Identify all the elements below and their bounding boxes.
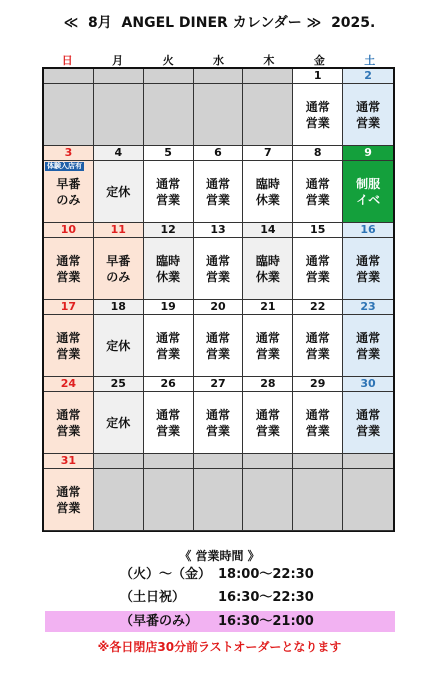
day-status: 通常 営業 [343, 84, 393, 146]
hours-holiday-time: 16:30～22:30 [218, 590, 314, 605]
day-number [194, 69, 244, 84]
day-number [194, 454, 244, 469]
day-status: 通常 営業 [293, 315, 343, 377]
day-status: 通常 営業 [194, 392, 244, 454]
day-number: 25 [94, 377, 144, 392]
day-status: 臨時 休業 [243, 238, 293, 300]
day-status [243, 84, 293, 146]
calendar-title: ≪ 8月 ANGEL DINER カレンダー ≫ 2025. [63, 15, 376, 31]
day-status [94, 469, 144, 531]
day-number: 16 [343, 223, 393, 238]
day-number: 2 [343, 69, 393, 84]
day-number: 11 [94, 223, 144, 238]
day-status: 早番 のみ [94, 238, 144, 300]
day-status: 通常 営業 [293, 84, 343, 146]
weekday-fri: 金 [313, 54, 325, 67]
day-status [44, 84, 94, 146]
day-number: 30 [343, 377, 393, 392]
day-number: 3 [44, 146, 94, 161]
day-number: 9 [343, 146, 393, 161]
weekday-sun: 日 [61, 54, 73, 67]
day-status [144, 469, 194, 531]
day-status [144, 84, 194, 146]
hours-weekday-label: （火）～（金） [120, 567, 212, 582]
day-status [194, 469, 244, 531]
day-number: 7 [243, 146, 293, 161]
day-status [194, 84, 244, 146]
day-status: 通常 営業 [343, 238, 393, 300]
day-status: 通常 営業 [243, 392, 293, 454]
day-number: 13 [194, 223, 244, 238]
day-number: 14 [243, 223, 293, 238]
hours-weekday-time: 18:00～22:30 [218, 567, 314, 582]
day-number: 20 [194, 300, 244, 315]
calendar-grid [42, 67, 395, 532]
day-number: 28 [243, 377, 293, 392]
day-status: 通常 営業 [144, 392, 194, 454]
hours-row-early [45, 611, 395, 632]
day-status: 通常 営業 [44, 315, 94, 377]
day-status: 通常 営業 [293, 392, 343, 454]
business-hours-title: 《 営業時間 》 [179, 549, 260, 563]
day-number: 27 [194, 377, 244, 392]
hours-row-holiday [120, 589, 380, 607]
day-status: 臨時 休業 [243, 161, 293, 223]
day-status: 通常 営業 [194, 315, 244, 377]
day-number: 29 [293, 377, 343, 392]
day-number: 12 [144, 223, 194, 238]
day-number [44, 69, 94, 84]
day-status [293, 469, 343, 531]
day-status: 定休 [94, 392, 144, 454]
day-status: 臨時 休業 [144, 238, 194, 300]
day-status [94, 84, 144, 146]
weekday-header [42, 52, 395, 66]
hours-early-label: （早番のみ） [120, 614, 199, 629]
day-status: 通常 営業 [44, 392, 94, 454]
day-status: 通常 営業 [144, 161, 194, 223]
day-number: 15 [293, 223, 343, 238]
day-number: 24 [44, 377, 94, 392]
hours-early-time: 16:30～21:00 [218, 614, 314, 629]
day-number [94, 454, 144, 469]
day-number [343, 454, 393, 469]
day-status: 定休 [94, 315, 144, 377]
day-status: 通常 営業 [144, 315, 194, 377]
weekday-tue: 火 [162, 54, 174, 67]
day-status [343, 469, 393, 531]
day-number: 22 [293, 300, 343, 315]
day-number: 4 [94, 146, 144, 161]
weekday-thu: 木 [263, 54, 275, 67]
day-number: 21 [243, 300, 293, 315]
day-status: 通常 営業 [44, 238, 94, 300]
day-status: 早番 のみ 体験入店有 [44, 161, 94, 223]
day-number: 31 [44, 454, 94, 469]
day-status: 通常 営業 [343, 392, 393, 454]
weekday-wed: 水 [212, 54, 224, 67]
day-status: 通常 営業 [194, 161, 244, 223]
day-status [243, 469, 293, 531]
day-number: 18 [94, 300, 144, 315]
hours-row-weekday [120, 566, 380, 584]
day-number [293, 454, 343, 469]
day-status: 通常 営業 [293, 161, 343, 223]
day-number: 5 [144, 146, 194, 161]
day-number: 17 [44, 300, 94, 315]
day-number [144, 454, 194, 469]
trial-badge: 体験入店有 [47, 162, 82, 170]
day-status: 通常 営業 [44, 469, 94, 531]
day-number: 6 [194, 146, 244, 161]
day-number: 23 [343, 300, 393, 315]
hours-holiday-label: （土日祝） [120, 590, 186, 605]
day-status: 通常 営業 [194, 238, 244, 300]
day-number: 26 [144, 377, 194, 392]
day-number: 19 [144, 300, 194, 315]
day-number: 1 [293, 69, 343, 84]
weekday-sat: 土 [364, 54, 376, 67]
day-number [144, 69, 194, 84]
day-status: 通常 営業 [293, 238, 343, 300]
day-number: 8 [293, 146, 343, 161]
day-number [243, 69, 293, 84]
day-number [94, 69, 144, 84]
day-number: 10 [44, 223, 94, 238]
day-status: 通常 営業 [243, 315, 293, 377]
day-number [243, 454, 293, 469]
day-status: 通常 営業 [343, 315, 393, 377]
day-status: 制服 イベ [343, 161, 393, 223]
last-order-note: ※各日閉店30分前ラストオーダーとなります [97, 640, 342, 654]
day-status: 定休 [94, 161, 144, 223]
weekday-mon: 月 [112, 54, 124, 67]
